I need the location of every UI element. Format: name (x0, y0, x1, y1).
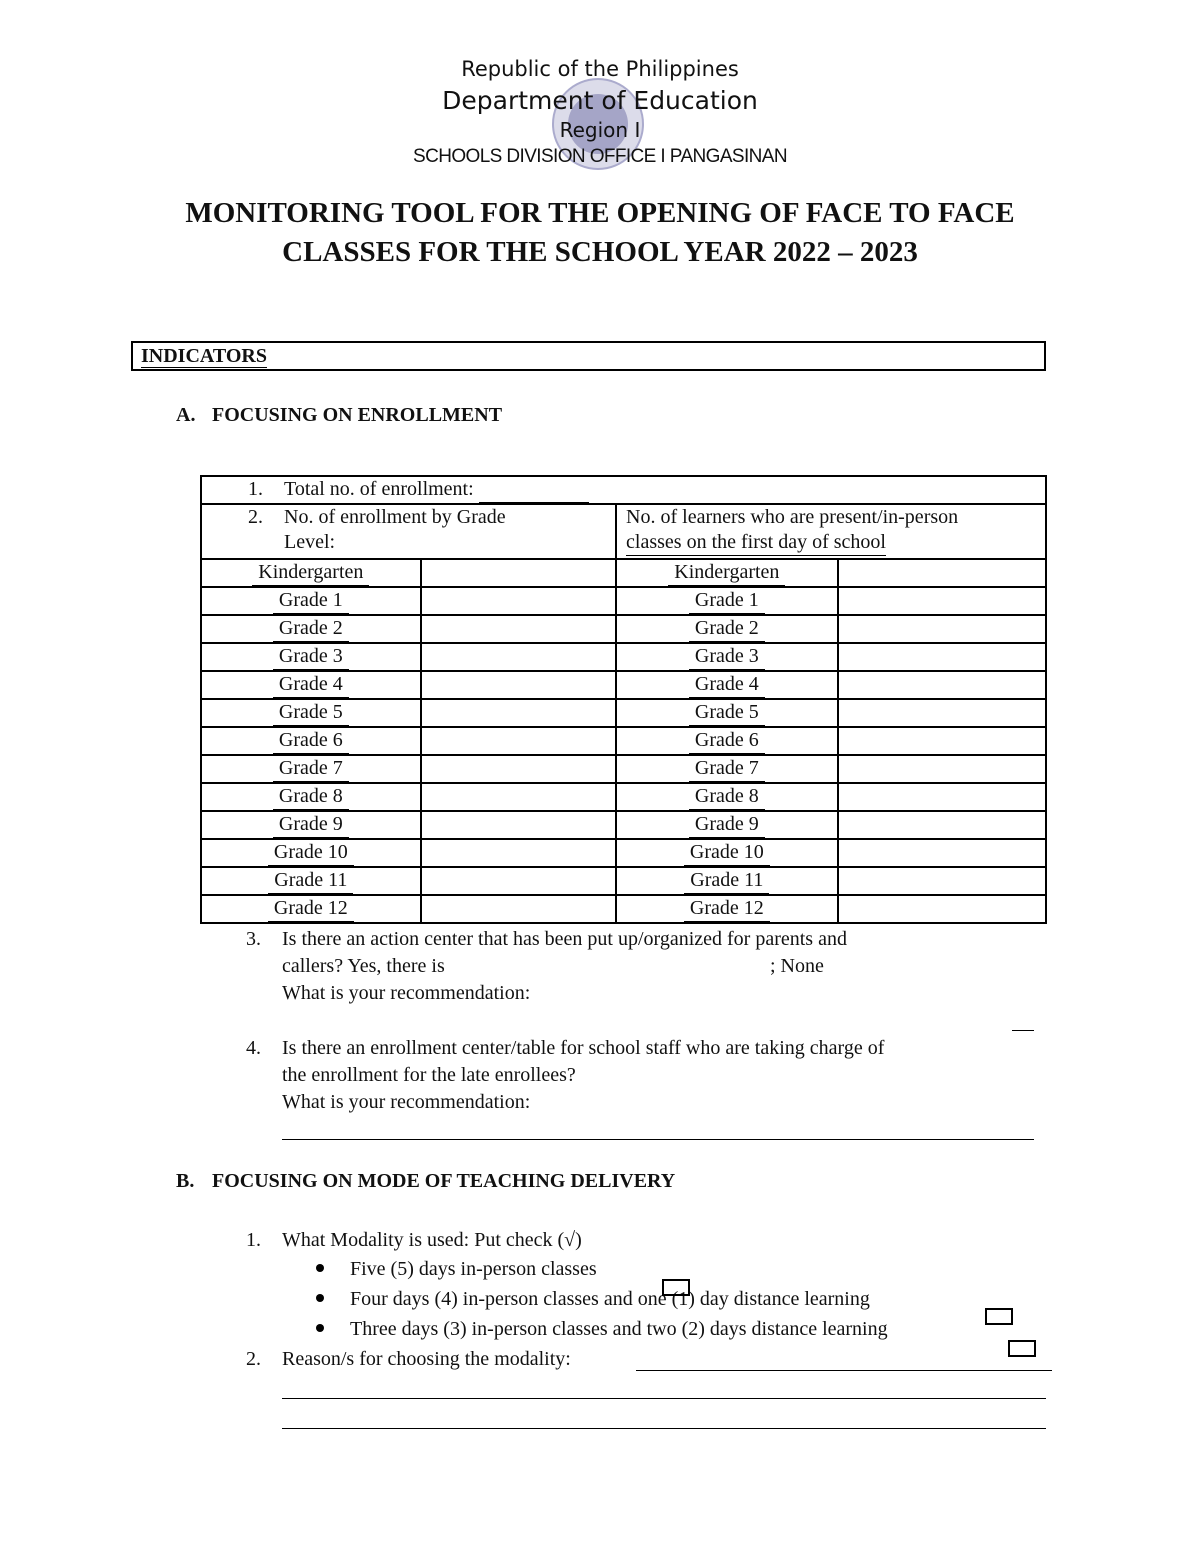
present-grade-cell (616, 643, 838, 671)
grade-level-label: Grade 9 (273, 812, 349, 838)
grade-level-label: Grade 5 (273, 700, 349, 726)
item-3-line2a: callers? Yes, there is (282, 955, 445, 977)
grade-level-label: Grade 6 (689, 728, 765, 754)
present-count-cell[interactable] (838, 811, 1046, 839)
enrolled-grade-cell (201, 895, 421, 923)
grade-level-label: Grade 12 (684, 896, 770, 922)
grade-level-label: Grade 10 (268, 840, 354, 866)
table-row (201, 615, 1046, 643)
present-count-cell[interactable] (838, 783, 1046, 811)
enrolled-grade-cell (201, 559, 421, 587)
grade-level-label: Grade 3 (689, 644, 765, 670)
table-row-total (201, 476, 1046, 504)
grade-level-label: Grade 8 (689, 784, 765, 810)
enrolled-grade-cell (201, 783, 421, 811)
item-3-recommendation-field[interactable] (1012, 1030, 1034, 1031)
present-count-cell[interactable] (838, 699, 1046, 727)
present-count-cell[interactable] (838, 867, 1046, 895)
present-grade-cell (616, 699, 838, 727)
grade-level-label: Grade 7 (689, 756, 765, 782)
grade-level-label: Grade 1 (689, 588, 765, 614)
enrolled-grade-cell (201, 615, 421, 643)
modality-option-2 (316, 1286, 870, 1313)
section-a-title: FOCUSING ON ENROLLMENT (212, 404, 503, 426)
item-4-line2: the enrollment for the late enrollees? (282, 1064, 576, 1086)
enrolled-count-cell[interactable] (421, 699, 616, 727)
modality-option-3-checkbox[interactable] (1008, 1340, 1036, 1357)
item-3-recommendation-label: What is your recommendation: (282, 982, 531, 1004)
item-3-line1 (246, 926, 847, 953)
modality-option-1 (316, 1256, 597, 1283)
present-grade-cell (616, 839, 838, 867)
header-republic: Republic of the Philippines (461, 57, 739, 81)
modality-reason (246, 1346, 571, 1373)
document-title-line2: CLASSES FOR THE SCHOOL YEAR 2022 – 2023 (282, 236, 918, 268)
indicators-label: INDICATORS (141, 345, 267, 367)
present-count-cell[interactable] (838, 727, 1046, 755)
enrolled-grade-cell (201, 839, 421, 867)
grade-level-label: Grade 9 (689, 812, 765, 838)
section-b-heading (176, 1170, 675, 1193)
present-grade-cell (616, 895, 838, 923)
table-row-grade-header (201, 504, 1046, 559)
table-row (201, 811, 1046, 839)
action-center-none-field[interactable] (838, 976, 1028, 977)
enrolled-count-cell[interactable] (421, 867, 616, 895)
header-region: Region I (559, 118, 641, 142)
enrolled-count-cell[interactable] (421, 643, 616, 671)
table-row (201, 559, 1046, 587)
present-grade-cell (616, 755, 838, 783)
grade-level-label: Grade 12 (268, 896, 354, 922)
total-enrollment-field[interactable] (479, 477, 589, 503)
present-count-cell[interactable] (838, 615, 1046, 643)
total-enrollment-label: Total no. of enrollment: (284, 478, 474, 500)
table-row (201, 867, 1046, 895)
modality-reason-field-1[interactable] (636, 1370, 1052, 1371)
table-row (201, 755, 1046, 783)
grade-level-label: Grade 4 (273, 672, 349, 698)
enrolled-grade-cell (201, 867, 421, 895)
enrolled-count-cell[interactable] (421, 755, 616, 783)
action-center-yes-field[interactable] (480, 976, 770, 977)
present-count-cell[interactable] (838, 755, 1046, 783)
item-3-line2b: ; None (770, 955, 824, 977)
present-grade-cell (616, 559, 838, 587)
item-1-num: 1. (248, 478, 263, 500)
enrolled-grade-cell (201, 755, 421, 783)
bullet-icon (316, 1264, 324, 1272)
present-learners-label-1: No. of learners who are present/in-person (626, 506, 959, 528)
present-grade-cell (616, 867, 838, 895)
enrollment-by-grade-label-1: No. of enrollment by Grade (284, 506, 506, 528)
grade-level-label: Grade 8 (273, 784, 349, 810)
table-row (201, 587, 1046, 615)
bullet-icon (316, 1324, 324, 1332)
section-a-letter: A. (176, 404, 196, 426)
b-item-1-num: 1. (246, 1229, 261, 1251)
enrollment-center-question: Is there an enrollment center/table for school staff who are taking charge of (282, 1037, 885, 1059)
b-item-2-num: 2. (246, 1348, 261, 1370)
indicators-box (131, 341, 1046, 371)
enrolled-count-cell[interactable] (421, 559, 616, 587)
grade-level-label: Grade 11 (268, 868, 353, 894)
present-count-cell[interactable] (838, 839, 1046, 867)
present-count-cell[interactable] (838, 671, 1046, 699)
enrolled-count-cell[interactable] (421, 587, 616, 615)
header-department: Department of Education (442, 86, 758, 115)
modality-question (246, 1227, 582, 1254)
grade-level-label: Grade 3 (273, 644, 349, 670)
modality-reason-field-3[interactable] (282, 1428, 1046, 1429)
table-row (201, 727, 1046, 755)
item-4-recommendation-field[interactable] (282, 1139, 1034, 1140)
table-row (201, 895, 1046, 923)
enrolled-grade-cell (201, 671, 421, 699)
enrolled-count-cell[interactable] (421, 727, 616, 755)
present-grade-cell (616, 811, 838, 839)
present-grade-cell (616, 671, 838, 699)
modality-option-2-checkbox[interactable] (985, 1308, 1013, 1325)
item-4-recommendation-label: What is your recommendation: (282, 1091, 531, 1113)
modality-reason-label: Reason/s for choosing the modality: (282, 1348, 571, 1370)
enrollment-by-grade-label-2: Level: (284, 531, 336, 553)
item-4-line1 (246, 1035, 884, 1062)
present-count-cell[interactable] (838, 587, 1046, 615)
modality-reason-field-2[interactable] (282, 1398, 1046, 1399)
present-grade-cell (616, 587, 838, 615)
modality-question-text: What Modality is used: Put check (√) (282, 1229, 582, 1251)
grade-level-label: Grade 7 (273, 756, 349, 782)
table-row (201, 671, 1046, 699)
modality-option-2-label: Four days (4) in-person classes and one (1) day distance learning (350, 1288, 870, 1310)
grade-level-label: Grade 2 (273, 616, 349, 642)
enrolled-count-cell[interactable] (421, 671, 616, 699)
modality-option-3-label: Three days (3) in-person classes and two (2) days distance learning (350, 1318, 888, 1340)
grade-level-label: Grade 1 (273, 588, 349, 614)
enrolled-grade-cell (201, 699, 421, 727)
grade-level-label: Grade 5 (689, 700, 765, 726)
bullet-icon (316, 1294, 324, 1302)
item-4-num: 4. (246, 1037, 261, 1059)
action-center-question: Is there an action center that has been put up/organized for parents and (282, 928, 847, 950)
section-b-title: FOCUSING ON MODE OF TEACHING DELIVERY (212, 1170, 676, 1192)
modality-option-1-checkbox[interactable] (662, 1279, 690, 1296)
grade-level-label: Grade 2 (689, 616, 765, 642)
present-grade-cell (616, 727, 838, 755)
enrolled-count-cell[interactable] (421, 783, 616, 811)
table-row (201, 699, 1046, 727)
present-count-cell[interactable] (838, 895, 1046, 923)
item-2-num: 2. (248, 506, 263, 528)
header-division: SCHOOLS DIVISION OFFICE I PANGASINAN (413, 146, 787, 167)
modality-option-1-label: Five (5) days in-person classes (350, 1258, 597, 1280)
grade-level-label: Grade 4 (689, 672, 765, 698)
enrolled-count-cell[interactable] (421, 895, 616, 923)
present-grade-cell (616, 615, 838, 643)
section-b-letter: B. (176, 1170, 195, 1192)
enrolled-grade-cell (201, 587, 421, 615)
enrolled-grade-cell (201, 811, 421, 839)
grade-level-label: Kindergarten (668, 560, 785, 586)
grade-level-label: Grade 11 (684, 868, 769, 894)
enrollment-table (200, 475, 1047, 924)
modality-option-3 (316, 1316, 888, 1343)
grade-level-label: Grade 6 (273, 728, 349, 754)
enrolled-grade-cell (201, 643, 421, 671)
enrolled-count-cell[interactable] (421, 615, 616, 643)
enrolled-grade-cell (201, 727, 421, 755)
enrolled-count-cell[interactable] (421, 811, 616, 839)
present-count-cell[interactable] (838, 643, 1046, 671)
present-learners-label-2: classes on the first day of school (626, 530, 886, 556)
table-row (201, 783, 1046, 811)
grade-level-label: Grade 10 (684, 840, 770, 866)
present-grade-cell (616, 783, 838, 811)
table-row (201, 839, 1046, 867)
grade-level-label: Kindergarten (252, 560, 369, 586)
section-a-heading (176, 404, 502, 427)
table-row (201, 643, 1046, 671)
enrolled-count-cell[interactable] (421, 839, 616, 867)
document-title-line1: MONITORING TOOL FOR THE OPENING OF FACE TO FACE (185, 197, 1015, 229)
item-3-num: 3. (246, 928, 261, 950)
present-count-cell[interactable] (838, 559, 1046, 587)
